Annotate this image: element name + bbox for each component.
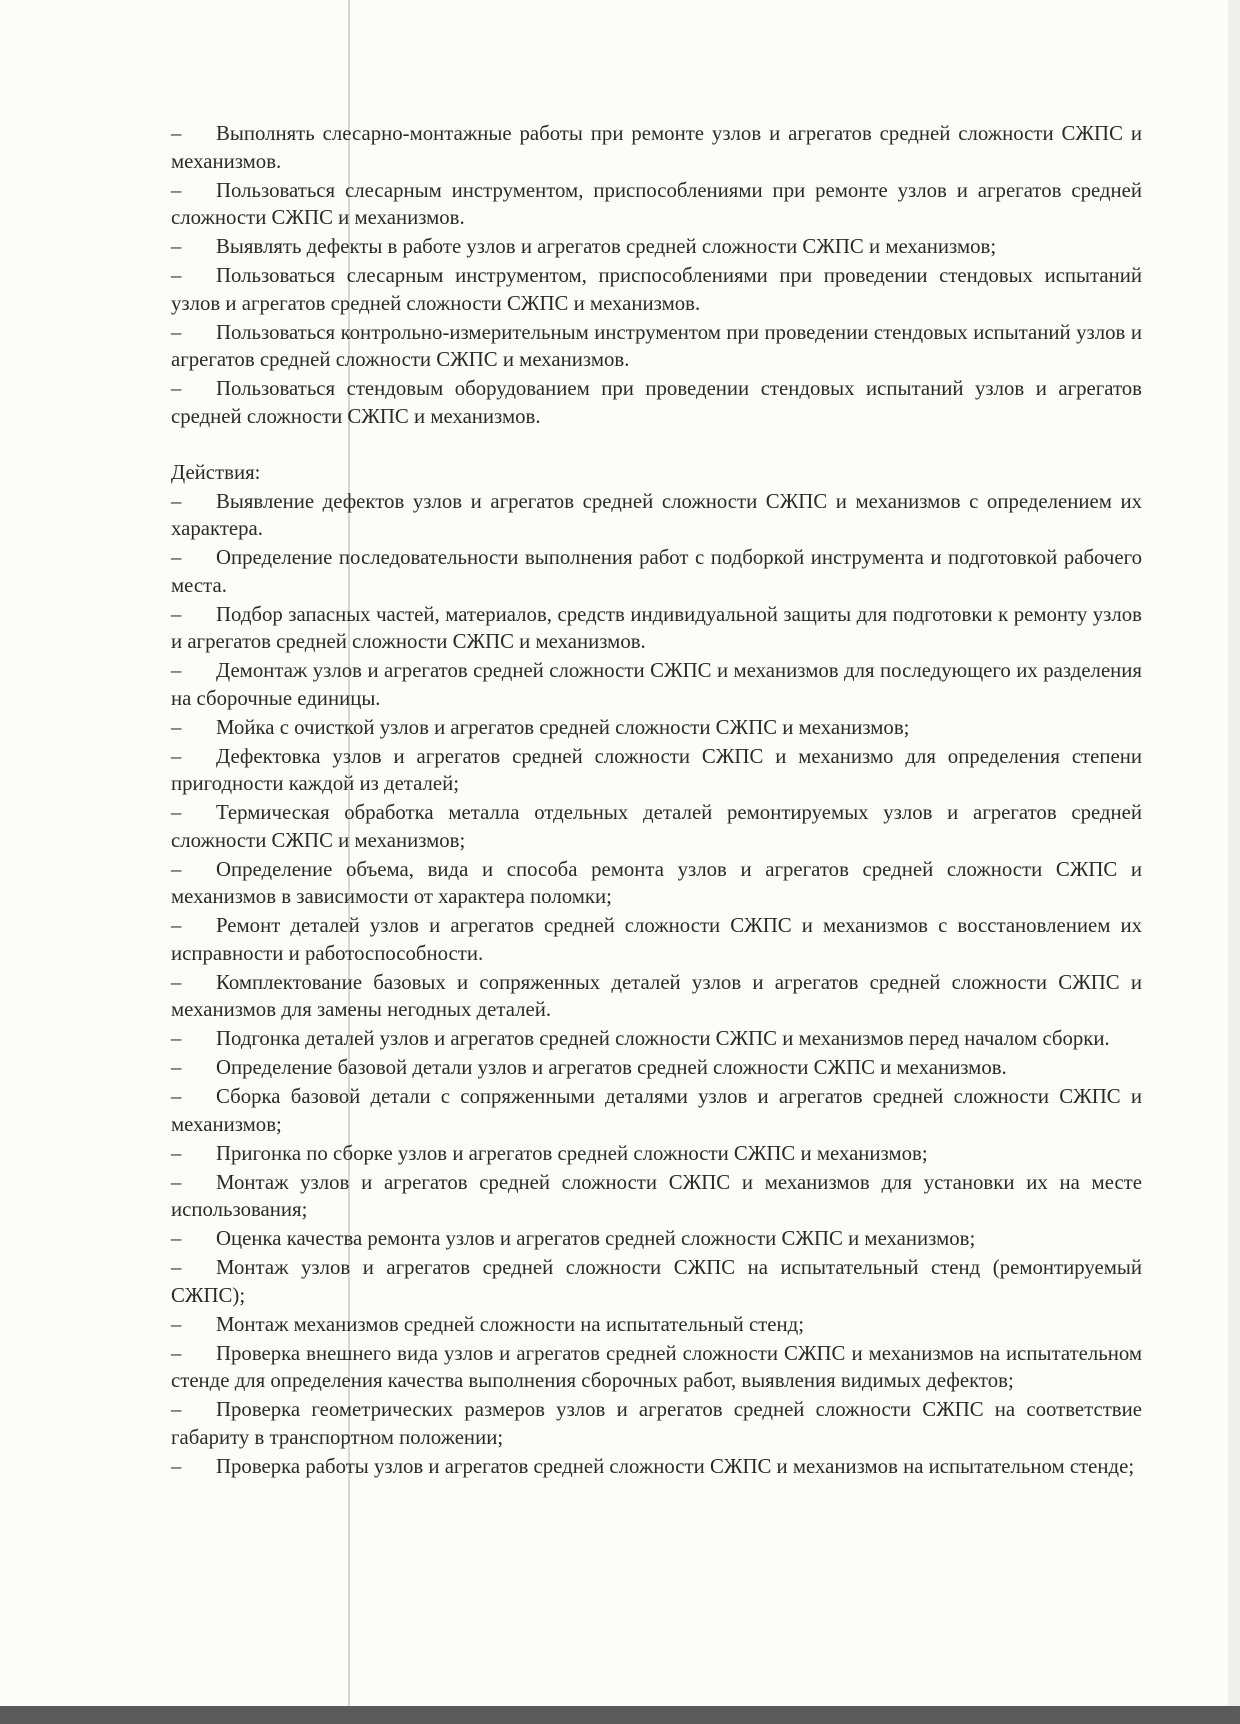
- dash-marker: –: [171, 744, 182, 768]
- scanner-edge: [1228, 0, 1240, 1706]
- list-item: [171, 743, 1142, 798]
- list-item: [171, 1025, 1142, 1053]
- list-item: [171, 657, 1142, 712]
- dash-marker: –: [171, 264, 182, 287]
- list-item: [171, 1340, 1142, 1395]
- list-item: [171, 233, 1142, 261]
- list-item: [171, 856, 1142, 911]
- list-item-text: Определение объема, вида и способа ремонта узлов и агрегатов средней сложности СЖПС и механизмов в зависимости от характера поломки;: [171, 857, 1142, 908]
- list-item-text: Демонтаж узлов и агрегатов средней сложности СЖПС и механизмов для последующего их разделения на сборочные единицы.: [171, 659, 1142, 710]
- document-body: [171, 120, 1142, 1482]
- list-item: [171, 1054, 1142, 1082]
- list-item-text: Монтаж механизмов средней сложности на испытательный стенд;: [216, 1312, 804, 1336]
- dash-marker: –: [171, 489, 182, 513]
- dash-marker: –: [171, 235, 182, 258]
- dash-marker: –: [171, 546, 182, 569]
- dash-marker: –: [171, 914, 182, 937]
- dash-marker: –: [171, 1027, 182, 1050]
- actions-heading: Действия:: [171, 461, 261, 484]
- list-item-text: Выявление дефектов узлов и агрегатов средней сложности СЖПС и механизмов с определением их характера.: [171, 489, 1142, 540]
- dash-marker: –: [171, 1085, 182, 1108]
- list-item-text: Пользоваться слесарным инструментом, приспособлениями при ремонте узлов и агрегатов средней сложности СЖПС и механизмов.: [171, 178, 1142, 229]
- dash-marker: –: [171, 320, 182, 344]
- dash-marker: –: [171, 602, 182, 626]
- skills-list: [171, 120, 1142, 430]
- dash-marker: –: [171, 1454, 182, 1478]
- list-item-text: Термическая обработка металла отдельных деталей ремонтируемых узлов и агрегатов средней сложности СЖПС и механизмов;: [171, 801, 1142, 852]
- list-item-text: Определение базовой детали узлов и агрегатов средней сложности СЖПС и механизмов.: [216, 1056, 1007, 1079]
- list-item: [171, 319, 1142, 374]
- dash-marker: –: [171, 377, 182, 400]
- list-item-text: Ремонт деталей узлов и агрегатов средней сложности СЖПС и механизмов с восстановлением их исправности и работоспособности.: [171, 914, 1142, 965]
- dash-marker: –: [171, 659, 182, 682]
- dash-marker: –: [171, 970, 182, 994]
- dash-marker: –: [171, 1341, 182, 1365]
- list-item: [171, 714, 1142, 742]
- dash-marker: –: [171, 801, 182, 824]
- list-item-text: Оценка качества ремонта узлов и агрегатов средней сложности СЖПС и механизмов;: [216, 1227, 976, 1250]
- list-item-text: Сборка базовой детали с сопряженными деталями узлов и агрегатов средней сложности СЖПС и механизмов;: [171, 1085, 1142, 1136]
- list-item: [171, 1083, 1142, 1138]
- list-item: [171, 1311, 1142, 1339]
- list-item: [171, 1254, 1142, 1309]
- list-item-text: Дефектовка узлов и агрегатов средней сложности СЖПС и механизмо для определения степени пригодности каждой из деталей;: [171, 744, 1142, 795]
- dash-marker: –: [171, 1227, 182, 1250]
- list-item-text: Выполнять слесарно-монтажные работы при ремонте узлов и агрегатов средней сложности СЖПС и механизмов.: [171, 122, 1142, 173]
- dash-marker: –: [171, 1170, 182, 1194]
- list-item: [171, 1396, 1142, 1451]
- list-item-text: Пользоваться стендовым оборудованием при проведении стендовых испытаний узлов и агрегатов средней сложности СЖПС и механизмов.: [171, 377, 1142, 428]
- dash-marker: –: [171, 715, 182, 739]
- dash-marker: –: [171, 122, 182, 145]
- list-item: [171, 1140, 1142, 1168]
- list-item: [171, 1169, 1142, 1224]
- list-item-text: Проверка внешнего вида узлов и агрегатов средней сложности СЖПС и механизмов на испытательном стенде для определения качества выполнения сборочных работ, выявления видимых дефектов;: [171, 1341, 1142, 1392]
- list-item-text: Выявлять дефекты в работе узлов и агрегатов средней сложности СЖПС и механизмов;: [216, 235, 997, 258]
- list-item-text: Пользоваться контрольно-измерительным инструментом при проведении стендовых испытаний узлов и агрегатов средней сложности СЖПС и механизмов.: [171, 320, 1142, 371]
- scanner-bottom-edge: [0, 1706, 1240, 1724]
- dash-marker: –: [171, 1141, 182, 1165]
- list-item-text: Пользоваться слесарным инструментом, приспособлениями при проведении стендовых испытаний узлов и агрегатов средней сложности СЖПС и механизмов.: [171, 264, 1142, 315]
- list-item-text: Проверка работы узлов и агрегатов средней сложности СЖПС и механизмов на испытательном стенде;: [216, 1454, 1135, 1478]
- list-item-text: Монтаж узлов и агрегатов средней сложности СЖПС на испытательный стенд (ремонтируемый СЖПС);: [171, 1256, 1142, 1307]
- list-item: [171, 120, 1142, 175]
- list-item: [171, 177, 1142, 232]
- dash-marker: –: [171, 1312, 182, 1336]
- list-item: [171, 601, 1142, 656]
- list-item: [171, 488, 1142, 543]
- list-item-text: Определение последовательности выполнения работ с подборкой инструмента и подготовкой рабочего места.: [171, 546, 1142, 597]
- list-item-text: Комплектование базовых и сопряженных деталей узлов и агрегатов средней сложности СЖПС и механизмов для замены негодных деталей.: [171, 970, 1142, 1021]
- actions-list: [171, 488, 1142, 1481]
- list-item: [171, 1225, 1142, 1253]
- list-item-text: Мойка с очисткой узлов и агрегатов средней сложности СЖПС и механизмов;: [216, 715, 910, 739]
- dash-marker: –: [171, 1256, 182, 1279]
- list-item-text: Монтаж узлов и агрегатов средней сложности СЖПС и механизмов для установки их на месте использования;: [171, 1170, 1142, 1221]
- list-item-text: Подбор запасных частей, материалов, средств индивидуальной защиты для подготовки к ремонту узлов и агрегатов средней сложности СЖПС и механизмов.: [171, 602, 1142, 653]
- dash-marker: –: [171, 1398, 182, 1421]
- list-item: [171, 799, 1142, 854]
- list-item-text: Пригонка по сборке узлов и агрегатов средней сложности СЖПС и механизмов;: [216, 1141, 928, 1165]
- list-item-text: Подгонка деталей узлов и агрегатов средней сложности СЖПС и механизмов перед началом сборки.: [216, 1027, 1110, 1050]
- dash-marker: –: [171, 1056, 182, 1079]
- list-item-text: Проверка геометрических размеров узлов и агрегатов средней сложности СЖПС на соответствие габариту в транспортном положении;: [171, 1398, 1142, 1449]
- list-item: [171, 969, 1142, 1024]
- list-item: [171, 375, 1142, 430]
- list-item: [171, 262, 1142, 317]
- dash-marker: –: [171, 178, 182, 202]
- list-item: [171, 1453, 1142, 1481]
- list-item: [171, 544, 1142, 599]
- dash-marker: –: [171, 857, 182, 881]
- list-item: [171, 912, 1142, 967]
